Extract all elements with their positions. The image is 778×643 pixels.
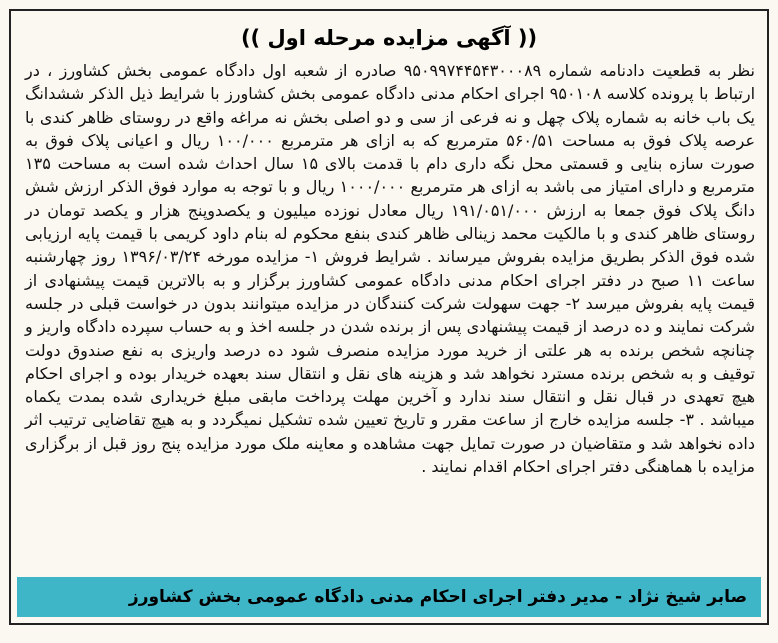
notice-signature-bar: صابر شیخ نژاد - مدیر دفتر اجرای احکام مدنی دادگاه عمومی بخش کشاورز xyxy=(17,577,761,617)
notice-title: (( آگهی مزایده مرحله اول )) xyxy=(240,26,538,50)
notice-body: نظر به قطعیت دادنامه شماره ۹۵۰۹۹۷۴۴۵۴۳۰۰۰۸۹ صادره از شعبه اول دادگاه عمومی بخش کشاورز ، در ارتباط با پرونده کلاسه ۹۵۰۱۰۸ اجرای احکام مدنی دادگاه عمومی بخش کشاورز با شرایط ذیل الذکر ششدانگ یک باب خانه به شماره پلاک چهل و نه فرعی از سی و دو اصلی بخش نه مراغه واقع در روستای ظاهر کندی با عرصه پلاک فوق به مساحت ۵۶۰/۵۱ مترمربع که به ازای هر مترمربع ۱۰۰/۰۰۰ ریال و اعیانی پلاک فوق به صورت سازه بنایی و قسمتی محل نگه داری دام با قدمت بالای ۱۵ سال احداث شده است به مساحت ۱۳۵ مترمربع و دارای امتیاز می باشد به ازای هر مترمربع ۱۰۰۰/۰۰۰ ریال و با توجه به موارد فوق الذکر ارزش شش دانگ پلاک فوق جمعا به ارزش ۱۹۱/۰۵۱/۰۰۰ ریال معادل نوزده میلیون و یکصدوپنج هزار و یکصد تومان در روستای ظاهر کندی و با مالکیت محمد زینالی ظاهر کندی بنفع محکوم له بنام داود کریمی با قیمت پایه ارزیابی شده فوق الذکر بطریق مزایده بفروش میرساند . شرایط فروش ۱- مزایده مورخه ۱۳۹۶/۰۳/۲۴ روز چهارشنبه ساعت ۱۱ صبح در دفتر اجرای احکام مدنی دادگاه عمومی کشاورز برگزار و به بالاترین قیمت پیشنهادی از قیمت پایه بفروش میرسد ۲- جهت سهولت شرکت کنندگان در مزایده میتوانند بدون در خواست قبلی در جلسه شرکت نمایند و ده درصد از قیمت پیشنهادی پس از برنده شدن در جلسه اخذ و به حساب سپرده دادگاه واریز و چنانچه شخص برنده به هر علتی از خرید مورد مزایده منصرف شود ده درصد واریزی به نفع صندوق دولت توقیف و به شخص برنده مسترد نخواهد شد و هزینه های نقل و انتقال سند بعهده خریدار بوده و اجرای احکام هیچ تعهدی در قبال نقل و انتقال سند ندارد و آخرین مهلت پرداخت مابقی مبلغ خریداری شده بمدت یکماه میباشد . ۳- جلسه مزایده خارج از ساعت مقرر و تاریخ تعیین شده تشکیل نمیگردد و به هیچ تقاضایی ترتیب اثر داده نخواهد شد و متقاضیان در صورت تمایل جهت مشاهده و معاینه ملک مورد مزایده پنج روز قبل از برگزاری مزایده با هماهنگی دفتر اجرای احکام اقدام نمایند . xyxy=(25,61,756,477)
notice-frame xyxy=(9,9,769,625)
